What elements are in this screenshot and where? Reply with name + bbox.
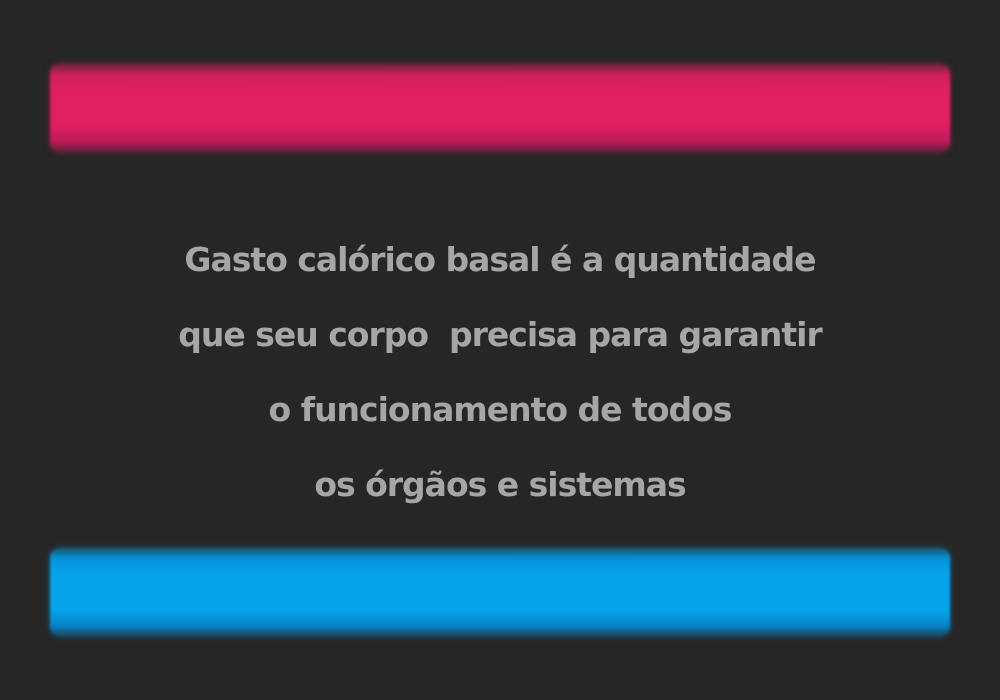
message-text: [100, 222, 900, 522]
message-line-3: o funcionamento de todos: [268, 390, 732, 429]
message-line-2: que seu corpo precisa para garantir: [178, 315, 822, 354]
message-line-1: Gasto calórico basal é a quantidade: [184, 240, 816, 279]
pink-brush-stroke: [50, 64, 950, 152]
message-line-4: os órgãos e sistemas: [314, 465, 686, 504]
blue-brush-stroke: [50, 548, 950, 636]
